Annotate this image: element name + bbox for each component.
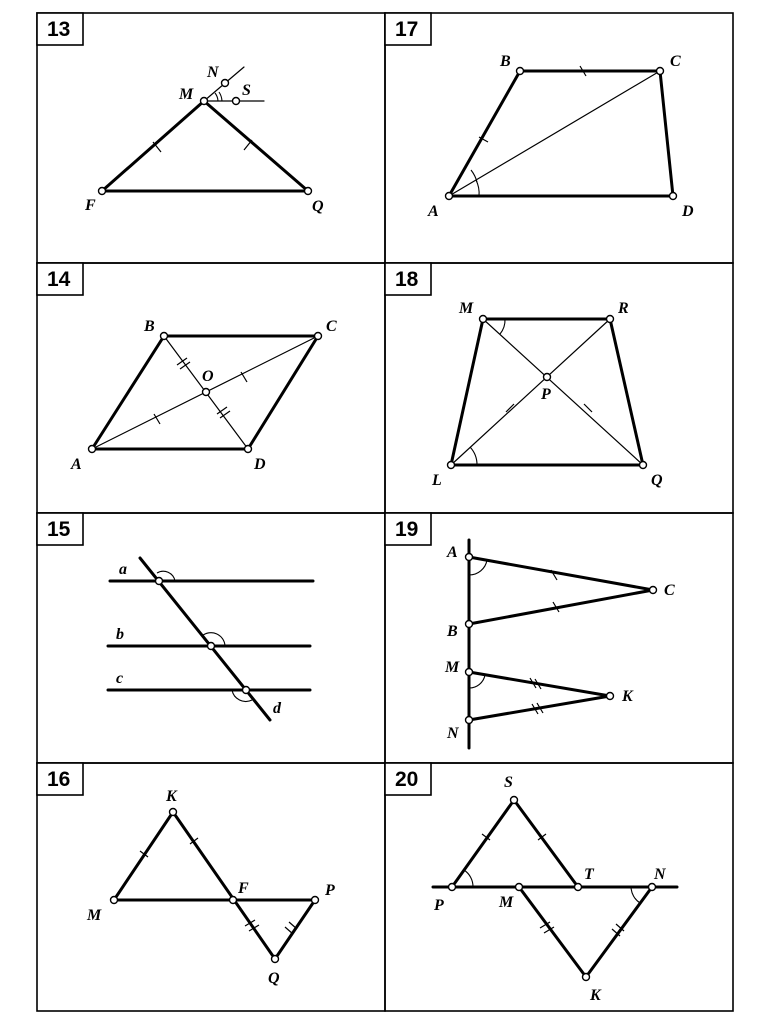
figure-13-point-label: S xyxy=(242,82,251,99)
figure-18-vertex-point xyxy=(544,374,551,381)
figure-17-point-label: C xyxy=(670,53,681,70)
figure-19-point-label: C xyxy=(664,582,675,599)
figure-17-point-label: D xyxy=(682,203,694,220)
figure-17-vertex-point xyxy=(657,68,664,75)
figure-16-point-label: Q xyxy=(268,970,280,987)
figure-19-point-label: B xyxy=(447,623,458,640)
figure-17-point-label: A xyxy=(428,203,439,220)
figure-13-segment xyxy=(204,101,308,191)
figure-17-auxiliary-line xyxy=(449,71,660,196)
problem-number-16: 16 xyxy=(47,768,71,791)
figure-19-vertex-point xyxy=(466,717,473,724)
figure-19-vertex-point xyxy=(466,669,473,676)
figure-16-vertex-point xyxy=(170,809,177,816)
figure-19-point-label: N xyxy=(447,725,459,742)
figure-14-vertex-point xyxy=(245,446,252,453)
cell-13 xyxy=(37,13,385,263)
figure-14-equal-mark xyxy=(220,411,230,418)
figure-14-point-label: O xyxy=(202,368,214,385)
problem-number-15: 15 xyxy=(47,518,71,541)
figure-15 xyxy=(108,558,313,720)
figure-16-segment xyxy=(114,812,173,900)
figure-20-vertex-point xyxy=(511,797,518,804)
figure-15-point-label: d xyxy=(273,700,281,717)
figure-13-vertex-point xyxy=(233,98,240,105)
figure-18-auxiliary-line xyxy=(483,319,643,465)
figure-14-point-label: C xyxy=(326,318,337,335)
figure-20-vertex-point xyxy=(449,884,456,891)
problem-number-20: 20 xyxy=(395,768,419,791)
problem-number-13: 13 xyxy=(47,18,71,41)
figure-19-point-label: K xyxy=(622,688,633,705)
figure-18-vertex-point xyxy=(607,316,614,323)
figure-19 xyxy=(444,540,675,748)
figure-20-vertex-point xyxy=(516,884,523,891)
figure-16-vertex-point xyxy=(111,897,118,904)
figure-17-segment xyxy=(660,71,673,196)
figure-13-vertex-point xyxy=(99,188,106,195)
figure-17-vertex-point xyxy=(670,193,677,200)
problem-number-18: 18 xyxy=(395,268,419,291)
figure-20-point-label: N xyxy=(654,866,666,883)
figure-18-point-label: P xyxy=(541,386,551,403)
cell-19 xyxy=(385,513,733,763)
figure-20-point-label: P xyxy=(434,897,444,914)
figure-13-point-label: F xyxy=(85,197,96,214)
figure-14-vertex-point xyxy=(89,446,96,453)
figure-19-vertex-point xyxy=(650,587,657,594)
problem-number-boxes xyxy=(37,13,431,795)
figure-18-angle-arc xyxy=(500,319,505,334)
figure-19-segment xyxy=(469,590,653,624)
figure-19-segment xyxy=(469,672,610,696)
figure-14-vertex-point xyxy=(315,333,322,340)
figure-14-equal-mark xyxy=(180,362,190,369)
figure-17-vertex-point xyxy=(517,68,524,75)
figure-14-point-label: A xyxy=(71,456,82,473)
cell-17 xyxy=(385,13,733,263)
figure-18-segment xyxy=(610,319,643,465)
figure-16-vertex-point xyxy=(230,897,237,904)
figure-16-segment xyxy=(275,900,315,959)
figure-19-vertex-point xyxy=(607,693,614,700)
problem-number-14: 14 xyxy=(47,268,71,291)
figure-15-vertex-point xyxy=(208,643,215,650)
problem-number-19: 19 xyxy=(395,518,419,541)
figure-16-segment xyxy=(173,812,275,959)
figure-13-vertex-point xyxy=(305,188,312,195)
figure-14-vertex-point xyxy=(161,333,168,340)
figure-15-vertex-point xyxy=(156,578,163,585)
figure-20-point-label: T xyxy=(584,866,594,883)
figure-18-point-label: R xyxy=(618,300,629,317)
figure-14-point-label: B xyxy=(144,318,155,335)
figure-16-equal-mark xyxy=(289,922,297,929)
figure-20-angle-arc xyxy=(464,870,473,887)
figure-17-angle-arc xyxy=(476,180,479,196)
figure-16-vertex-point xyxy=(272,956,279,963)
figure-18-auxiliary-line xyxy=(451,319,610,465)
figure-20-vertex-point xyxy=(583,974,590,981)
figure-19-angle-arc xyxy=(469,675,485,688)
figure-20-point-label: M xyxy=(499,894,514,911)
problem-number-17: 17 xyxy=(395,18,419,41)
figure-17-angle-arc xyxy=(471,170,477,182)
figure-16-point-label: M xyxy=(87,907,102,924)
figure-20 xyxy=(433,774,677,1004)
figure-20-segment xyxy=(519,887,586,977)
figure-20-segment xyxy=(514,800,578,887)
figure-16-point-label: F xyxy=(238,880,249,897)
figure-19-point-label: M xyxy=(445,659,460,676)
cell-15 xyxy=(37,513,385,763)
figure-20-segment xyxy=(586,887,652,977)
figure-14-vertex-point xyxy=(203,389,210,396)
figure-17-vertex-point xyxy=(446,193,453,200)
figure-19-vertex-point xyxy=(466,621,473,628)
figure-13-point-label: N xyxy=(207,64,219,81)
figure-13-equal-mark xyxy=(244,140,252,150)
figure-16 xyxy=(86,788,335,987)
figure-13-vertex-point xyxy=(201,98,208,105)
figure-18-vertex-point xyxy=(640,462,647,469)
figure-17 xyxy=(427,53,694,220)
figure-20-angle-arc xyxy=(631,887,640,903)
figure-20-segment xyxy=(452,800,514,887)
figure-20-point-label: K xyxy=(590,987,601,1004)
figure-15-point-label: b xyxy=(116,626,124,643)
figure-20-vertex-point xyxy=(649,884,656,891)
figure-13-vertex-point xyxy=(222,80,229,87)
figure-18-vertex-point xyxy=(448,462,455,469)
figure-19-point-label: A xyxy=(447,544,458,561)
figure-17-point-label: B xyxy=(500,53,511,70)
figure-18-equal-mark xyxy=(584,404,592,412)
figure-15-point-label: a xyxy=(119,561,127,578)
figure-19-vertex-point xyxy=(466,554,473,561)
figure-17-segment xyxy=(449,71,520,196)
figure-16-vertex-point xyxy=(312,897,319,904)
figure-14-segment xyxy=(92,336,164,449)
figure-13-segment xyxy=(102,101,204,191)
figure-18 xyxy=(431,300,663,489)
figure-15-point-label: c xyxy=(116,670,124,687)
figure-13-point-label: M xyxy=(179,86,194,103)
figure-18-point-label: Q xyxy=(651,472,663,489)
figure-16-point-label: P xyxy=(325,882,335,899)
figure-18-vertex-point xyxy=(480,316,487,323)
figure-14 xyxy=(70,318,337,473)
figure-18-angle-arc xyxy=(470,447,477,465)
figure-13-angle-arc xyxy=(215,93,218,101)
figure-15-vertex-point xyxy=(243,687,250,694)
figure-16-point-label: K xyxy=(166,788,177,805)
figure-20-vertex-point xyxy=(575,884,582,891)
figure-14-point-label: D xyxy=(254,456,266,473)
figure-20-point-label: S xyxy=(504,774,513,791)
figure-14-equal-mark xyxy=(217,407,227,414)
figure-19-segment xyxy=(469,557,653,590)
figure-13-point-label: Q xyxy=(312,198,324,215)
figure-19-angle-arc xyxy=(469,560,487,575)
figure-13 xyxy=(84,64,324,215)
cell-14 xyxy=(37,263,385,513)
figure-18-point-label: L xyxy=(432,472,442,489)
figure-13-angle-arc xyxy=(219,92,222,101)
figure-18-segment xyxy=(451,319,483,465)
figure-16-equal-mark xyxy=(285,927,293,934)
figure-18-point-label: M xyxy=(459,300,474,317)
